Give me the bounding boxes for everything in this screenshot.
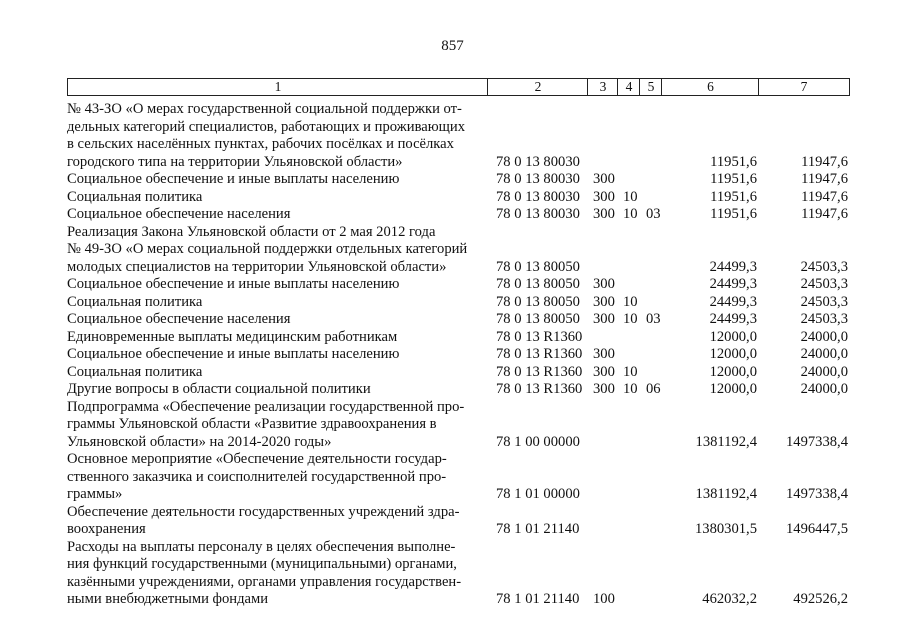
- row-description: [67, 539, 486, 609]
- row-section: 10: [623, 293, 638, 310]
- row-csr-code: 78 1 01 21140: [496, 591, 580, 607]
- description-line: Социальное обеспечение и иные выплаты населению: [67, 171, 400, 187]
- row-subsection: 06: [646, 381, 661, 397]
- row-csr-code: 78 1 01 21140: [496, 521, 580, 537]
- description-line: Основное мероприятие «Обеспечение деятельности государ-: [67, 451, 447, 467]
- row-description: [67, 276, 486, 294]
- row-amount-year1: 24499,3: [709, 293, 757, 310]
- description-line: Реализация Закона Ульяновской области от 2 мая 2012 года: [67, 223, 436, 240]
- description-line: Подпрограмма «Обеспечение реализации государственной про-: [67, 398, 465, 415]
- description-line: Обеспечение деятельности государственных учреждений здра-: [67, 503, 460, 520]
- row-amount-year1: 11951,6: [710, 171, 757, 187]
- row-section: 10: [623, 363, 638, 380]
- row-csr-code: 78 0 13 R1360: [496, 346, 583, 362]
- row-expense-type: 100: [593, 591, 615, 607]
- description-line: воохранения: [67, 521, 146, 537]
- row-description: [67, 504, 486, 539]
- row-subsection: 03: [646, 311, 661, 327]
- row-csr-code: 78 0 13 80050: [496, 258, 580, 275]
- row-csr-code: 78 0 13 80030: [496, 171, 580, 187]
- row-amount-year2: 11947,6: [801, 206, 848, 222]
- row-section: 10: [623, 311, 638, 327]
- header-col-3: 3: [587, 78, 618, 96]
- header-col-7: 7: [758, 78, 850, 96]
- row-expense-type: 300: [593, 293, 615, 310]
- row-description: [67, 364, 486, 382]
- row-expense-type: 300: [593, 276, 615, 292]
- row-amount-year1: 12000,0: [709, 346, 757, 362]
- row-expense-type: 300: [593, 188, 615, 205]
- row-expense-type: 300: [593, 206, 615, 222]
- row-expense-type: 300: [593, 311, 615, 327]
- row-section: 10: [623, 188, 638, 205]
- header-col-6: 6: [661, 78, 759, 96]
- row-amount-year2: 1497338,4: [785, 486, 848, 502]
- header-col-4: 4: [617, 78, 640, 96]
- row-description: [67, 346, 486, 364]
- description-line: Социальное обеспечение населения: [67, 311, 291, 327]
- row-amount-year2: 24000,0: [800, 328, 848, 345]
- row-expense-type: 300: [593, 171, 615, 187]
- row-csr-code: 78 0 13 R1360: [496, 381, 583, 397]
- row-amount-year1: 1381192,4: [695, 433, 757, 450]
- row-csr-code: 78 0 13 R1360: [496, 363, 583, 380]
- row-description: [67, 224, 486, 277]
- row-amount-year2: 11947,6: [801, 188, 848, 205]
- description-line: Ульяновской области» на 2014-2020 годы»: [67, 433, 332, 450]
- row-csr-code: 78 0 13 80050: [496, 276, 580, 292]
- description-line: Социальная политика: [67, 363, 203, 380]
- row-description: [67, 381, 486, 399]
- row-description: [67, 329, 486, 347]
- header-col-5: 5: [639, 78, 662, 96]
- row-csr-code: 78 0 13 80030: [496, 153, 580, 170]
- row-section: 10: [623, 206, 638, 222]
- description-line: № 43-ЗО «О мерах государственной социальной поддержки от-: [67, 101, 462, 117]
- description-line: Социальное обеспечение и иные выплаты населению: [67, 346, 400, 362]
- row-csr-code: 78 0 13 80030: [496, 188, 580, 205]
- row-amount-year2: 1497338,4: [785, 433, 848, 450]
- description-line: Социальное обеспечение и иные выплаты населению: [67, 276, 400, 292]
- row-amount-year1: 11951,6: [710, 153, 757, 170]
- description-line: ными внебюджетными фондами: [67, 591, 269, 607]
- row-amount-year2: 24503,3: [800, 276, 848, 292]
- row-description: [67, 206, 486, 224]
- row-amount-year1: 1381192,4: [695, 486, 757, 502]
- row-subsection: 03: [646, 206, 661, 222]
- row-amount-year1: 1380301,5: [694, 521, 757, 537]
- row-amount-year1: 24499,3: [709, 311, 757, 327]
- description-line: граммы»: [67, 486, 123, 502]
- row-amount-year2: 24503,3: [800, 311, 848, 327]
- description-line: Социальное обеспечение населения: [67, 206, 291, 222]
- description-line: в сельских населённых пунктах, рабочих посёлках и посёлках: [67, 136, 454, 152]
- row-description: [67, 399, 486, 452]
- row-csr-code: 78 0 13 80030: [496, 206, 580, 222]
- row-expense-type: 300: [593, 346, 615, 362]
- description-line: городского типа на территории Ульяновской области»: [67, 153, 403, 170]
- description-line: Расходы на выплаты персоналу в целях обеспечения выполне-: [67, 538, 456, 555]
- row-amount-year2: 24000,0: [800, 381, 848, 397]
- row-amount-year2: 24000,0: [800, 363, 848, 380]
- row-amount-year2: 24503,3: [800, 258, 848, 275]
- row-amount-year2: 11947,6: [801, 171, 848, 187]
- row-amount-year1: 24499,3: [709, 276, 757, 292]
- row-csr-code: 78 0 13 80050: [496, 311, 580, 327]
- description-line: молодых специалистов на территории Ульяновской области»: [67, 258, 447, 275]
- description-line: ния функций государственными (муниципальными) органами,: [67, 556, 457, 572]
- page-number: 857: [441, 38, 464, 54]
- row-expense-type: 300: [593, 381, 615, 397]
- description-line: Единовременные выплаты медицинским работникам: [67, 328, 398, 345]
- description-line: дельных категорий специалистов, работающих и проживающих: [67, 118, 465, 135]
- row-description: [67, 101, 486, 171]
- description-line: ственного заказчика и соисполнителей государственной про-: [67, 468, 447, 485]
- row-expense-type: 300: [593, 363, 615, 380]
- row-amount-year2: 11947,6: [801, 153, 848, 170]
- header-col-2: 2: [487, 78, 588, 96]
- description-line: № 49-ЗО «О мерах социальной поддержки отдельных категорий: [67, 241, 468, 257]
- row-amount-year1: 462032,2: [702, 591, 757, 607]
- row-amount-year2: 1496447,5: [785, 521, 848, 537]
- row-description: [67, 171, 486, 189]
- row-section: 10: [623, 381, 638, 397]
- row-description: [67, 189, 486, 207]
- row-amount-year1: 11951,6: [710, 188, 757, 205]
- description-line: Социальная политика: [67, 293, 203, 310]
- row-description: [67, 311, 486, 329]
- row-csr-code: 78 0 13 80050: [496, 293, 580, 310]
- row-description: [67, 294, 486, 312]
- row-amount-year2: 492526,2: [793, 591, 848, 607]
- row-amount-year1: 12000,0: [709, 328, 757, 345]
- description-line: Другие вопросы в области социальной политики: [67, 381, 371, 397]
- description-line: казёнными учреждениями, органами управления государствен-: [67, 573, 462, 590]
- row-csr-code: 78 1 00 00000: [496, 433, 580, 450]
- row-amount-year1: 11951,6: [710, 206, 757, 222]
- description-line: Социальная политика: [67, 188, 203, 205]
- description-line: граммы Ульяновской области «Развитие здравоохранения в: [67, 416, 437, 432]
- row-amount-year2: 24000,0: [800, 346, 848, 362]
- row-csr-code: 78 1 01 00000: [496, 486, 580, 502]
- row-amount-year1: 12000,0: [709, 363, 757, 380]
- row-description: [67, 451, 486, 504]
- row-amount-year1: 12000,0: [709, 381, 757, 397]
- row-amount-year2: 24503,3: [800, 293, 848, 310]
- row-amount-year1: 24499,3: [709, 258, 757, 275]
- row-csr-code: 78 0 13 R1360: [496, 328, 583, 345]
- header-col-1: 1: [67, 78, 488, 96]
